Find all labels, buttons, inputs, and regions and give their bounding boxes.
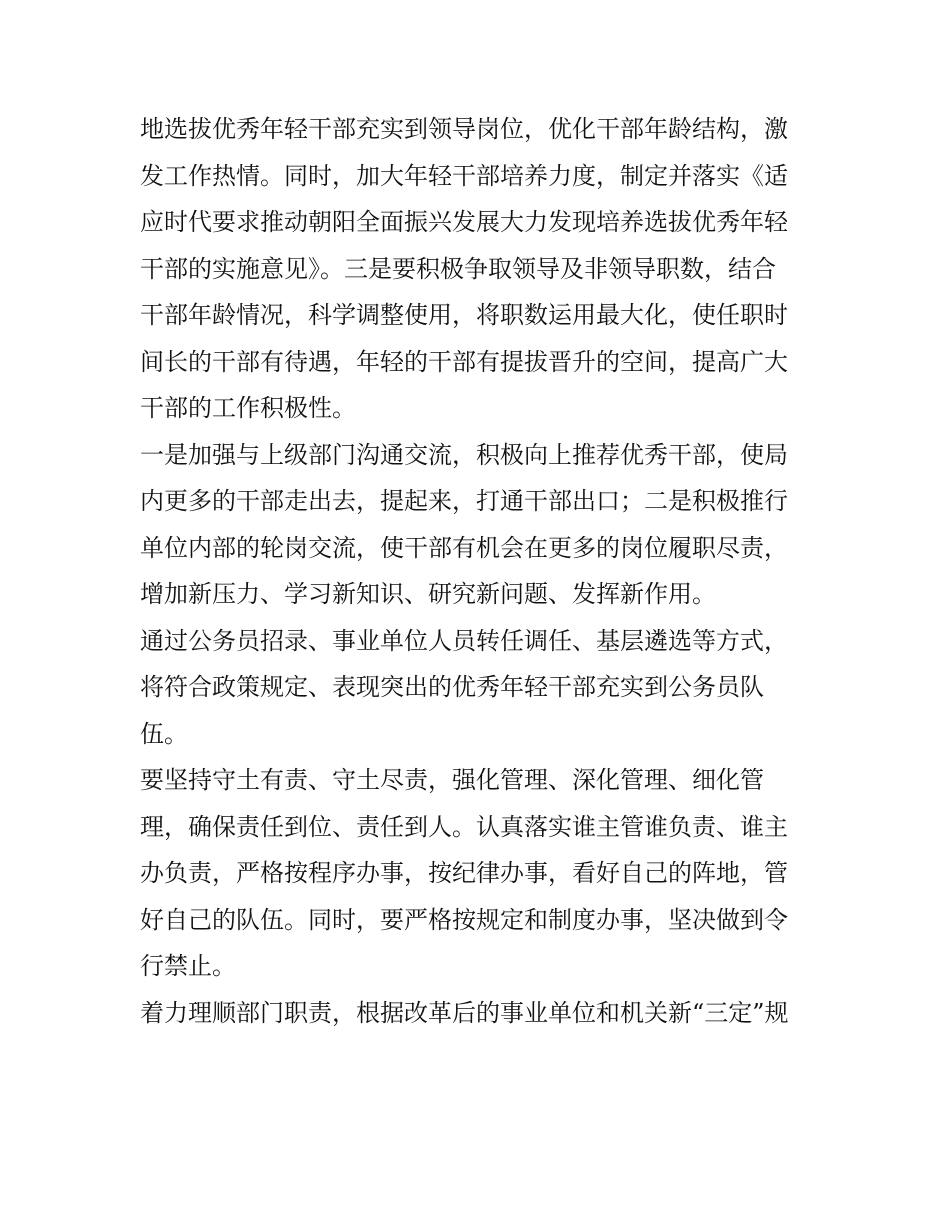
text-line: 发工作热情。同时，加大年轻干部培养力度，制定并落实《适 [140,161,788,190]
document-body [140,106,820,1036]
text-line: 办负责，严格按程序办事，按纪律办事，看好自己的阵地，管 [140,859,788,887]
text-line: 地选拔优秀年轻干部充实到领导岗位，优化干部年龄结构，激 [140,115,788,143]
text-line: 要坚持守土有责、守土尽责，强化管理、深化管理、细化管 [140,766,764,794]
text-line: 间长的干部有待遇，年轻的干部有提拔晋升的空间，提高广大 [140,347,788,376]
text-line: 行禁止。 [140,952,236,980]
text-line: 通过公务员招录、事业单位人员转任调任、基层遴选等方式， [140,626,788,655]
text-line: 理，确保责任到位、责任到人。认真落实谁主管谁负责、谁主 [140,812,788,841]
text-line: 干部年龄情况，科学调整使用，将职数运用最大化，使任职时 [140,301,788,329]
text-line: 一是加强与上级部门沟通交流，积极向上推荐优秀干部，使局 [140,440,788,469]
text-line: 伍。 [140,719,188,748]
text-line: 应时代要求推动朝阳全面振兴发展大力发现培养选拔优秀年轻 [140,208,788,236]
text-line: 干部的实施意见》。三是要积极争取领导及非领导职数，结合 [140,254,776,283]
text-line: 增加新压力、学习新知识、研究新问题、发挥新作用。 [140,580,716,608]
text-line: 好自己的队伍。同时，要严格按规定和制度办事，坚决做到令 [140,905,788,934]
text-line: 将符合政策规定、表现突出的优秀年轻干部充实到公务员队 [140,673,764,701]
text-line: 内更多的干部走出去，提起来，打通干部出口；二是积极推行 [140,487,788,515]
text-line: 单位内部的轮岗交流，使干部有机会在更多的岗位履职尽责， [140,533,788,562]
text-line: 着力理顺部门职责，根据改革后的事业单位和机关新“三定”规 [140,998,789,1027]
text-line: 干部的工作积极性。 [140,394,356,422]
